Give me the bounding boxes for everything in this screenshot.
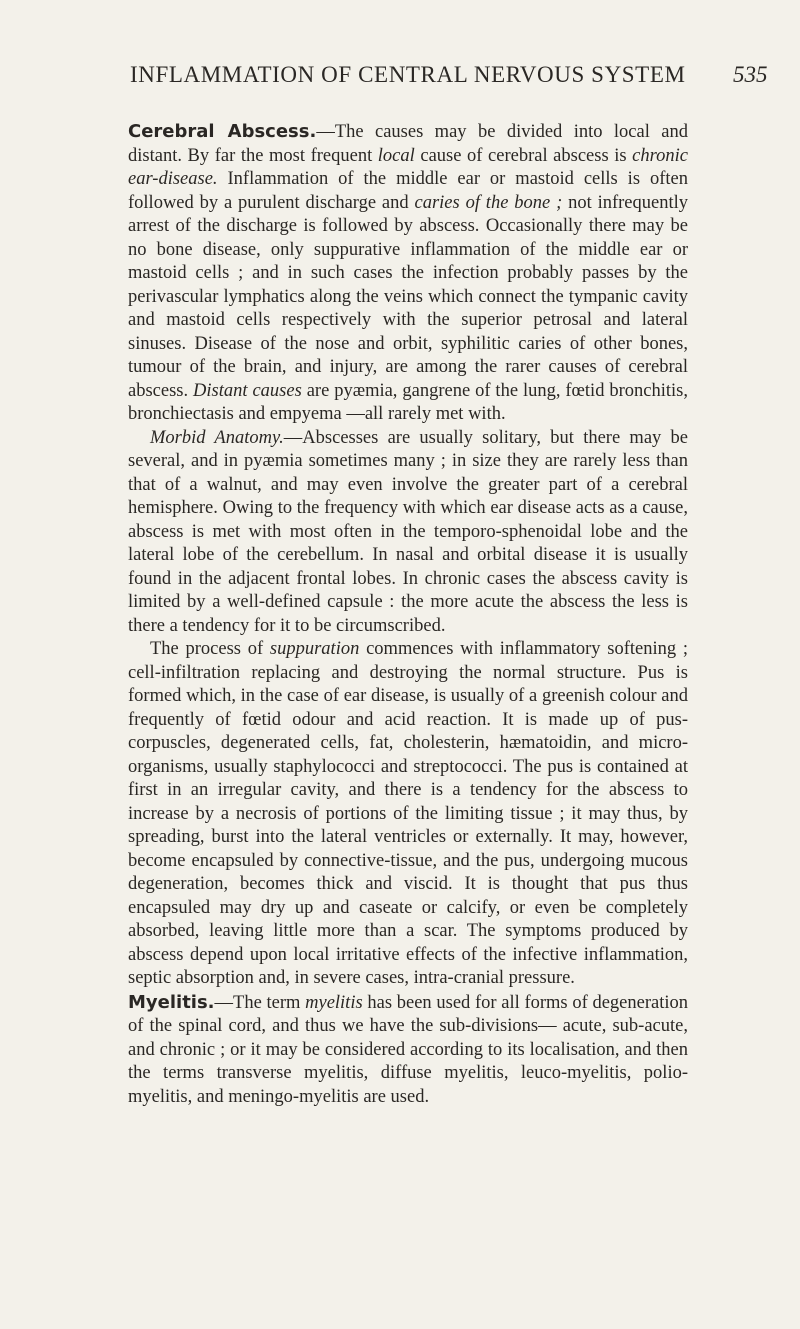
cerebral-abscess-paragraph: [128, 120, 688, 427]
text-run: has been used for all forms of degeneration of the spinal cord, and thus we have the sub-divisions— acute, sub-acute, and chronic ; or it may be considered according to its localisation, and then the terms transverse myelitis, diffuse myelitis, leuco-myelitis, polio-myelitis, and meningo-myelitis are used.: [128, 992, 688, 1107]
text-run: —Abscesses are usually solitary, but there may be several, and in pyæmia sometimes many ; in size they are rarely less than that of a walnut, and may even involve the greater part of a cerebral hemisphere. Owing to the frequency with which ear disease acts as a cause, abscess is met with most often in the temporo-sphenoidal lobe and the lateral lobe of the cerebellum. In nasal and orbital disease it is usually found in the adjacent frontal lobes. In chronic cases the abscess cavity is limited by a well-defined capsule : the more acute the abscess the less is there a tendency for it to be circumscribed.: [128, 427, 688, 636]
italic-term: local: [377, 145, 415, 166]
myelitis-paragraph: [128, 991, 688, 1110]
text-run: cause of cerebral abscess is: [414, 145, 633, 166]
text-run: Inflammation of the middle ear or mastoid cells is often followed by a purulent discharge and: [128, 169, 688, 213]
text-run: —The causes may be divided into local and distant. By far the most frequent: [128, 122, 688, 166]
text-run: —The term: [214, 992, 306, 1013]
italic-term: Distant causes: [193, 380, 302, 401]
italic-term: caries of the bone ;: [414, 192, 563, 213]
subheading-morbid-anatomy: Morbid Anatomy.: [150, 427, 284, 448]
text-run: are pyæmia, gangrene of the lung, fœtid bronchitis, bronchiectasis and empyema —all rarely met with.: [128, 380, 688, 424]
text-run: commences with inflammatory softening ; cell-infiltration replacing and destroying the normal structure. Pus is formed which, in the case of ear disease, is usually of a greenish colour and frequently of fœtid odour and acid reaction. It is made up of pus-corpuscles, degenerated cells, fat, cholesterin, hæmatoidin, and micro-organisms, usually staphylococci and streptococci. The pus is contained at first in an irregular cavity, and there is a tendency for the abscess to increase by a necrosis of portions of the limiting tissue ; it may thus, by spreading, burst into the lateral ventricles or externally. It may, however, become encapsuled by connective-tissue, and the pus, undergoing mucous degeneration, becomes thick and viscid. It is thought that pus thus encapsuled may dry up and caseate or calcify, or even be completely absorbed, leaving little more than a scar. The symptoms produced by abscess depend upon local irritative effects of the infective inflammation, septic absorption and, in severe cases, intra-cranial pressure.: [128, 639, 688, 988]
running-title: INFLAMMATION OF CENTRAL NERVOUS SYSTEM: [130, 62, 686, 87]
page-number: 535: [733, 62, 768, 87]
text-run: The process of: [150, 639, 270, 659]
running-head: [0, 58, 800, 98]
section-heading-cerebral-abscess: Cerebral Abscess.: [128, 121, 317, 142]
italic-term: suppuration: [269, 639, 360, 659]
suppuration-paragraph: [128, 638, 688, 991]
text-run: not infrequently arrest of the discharge is followed by abscess. Occasionally there may be no bone disease, only suppurative inflammation of the middle ear or mastoid cells ; and in such cases the infection probably passes by the perivascular lymphatics along the veins which connect the tympanic cavity and mastoid cells respectively with the superior petrosal and lateral sinuses. Disease of the nose and orbit, syphilitic caries of other bones, tumour of the brain, and injury, are among the rarer causes of cerebral abscess.: [128, 192, 688, 401]
morbid-anatomy-paragraph: [128, 427, 688, 639]
body-text: [128, 120, 688, 1109]
section-heading-myelitis: Myelitis.: [128, 991, 215, 1013]
italic-term: chronic ear-disease.: [128, 145, 688, 189]
italic-term: myelitis: [305, 992, 363, 1013]
